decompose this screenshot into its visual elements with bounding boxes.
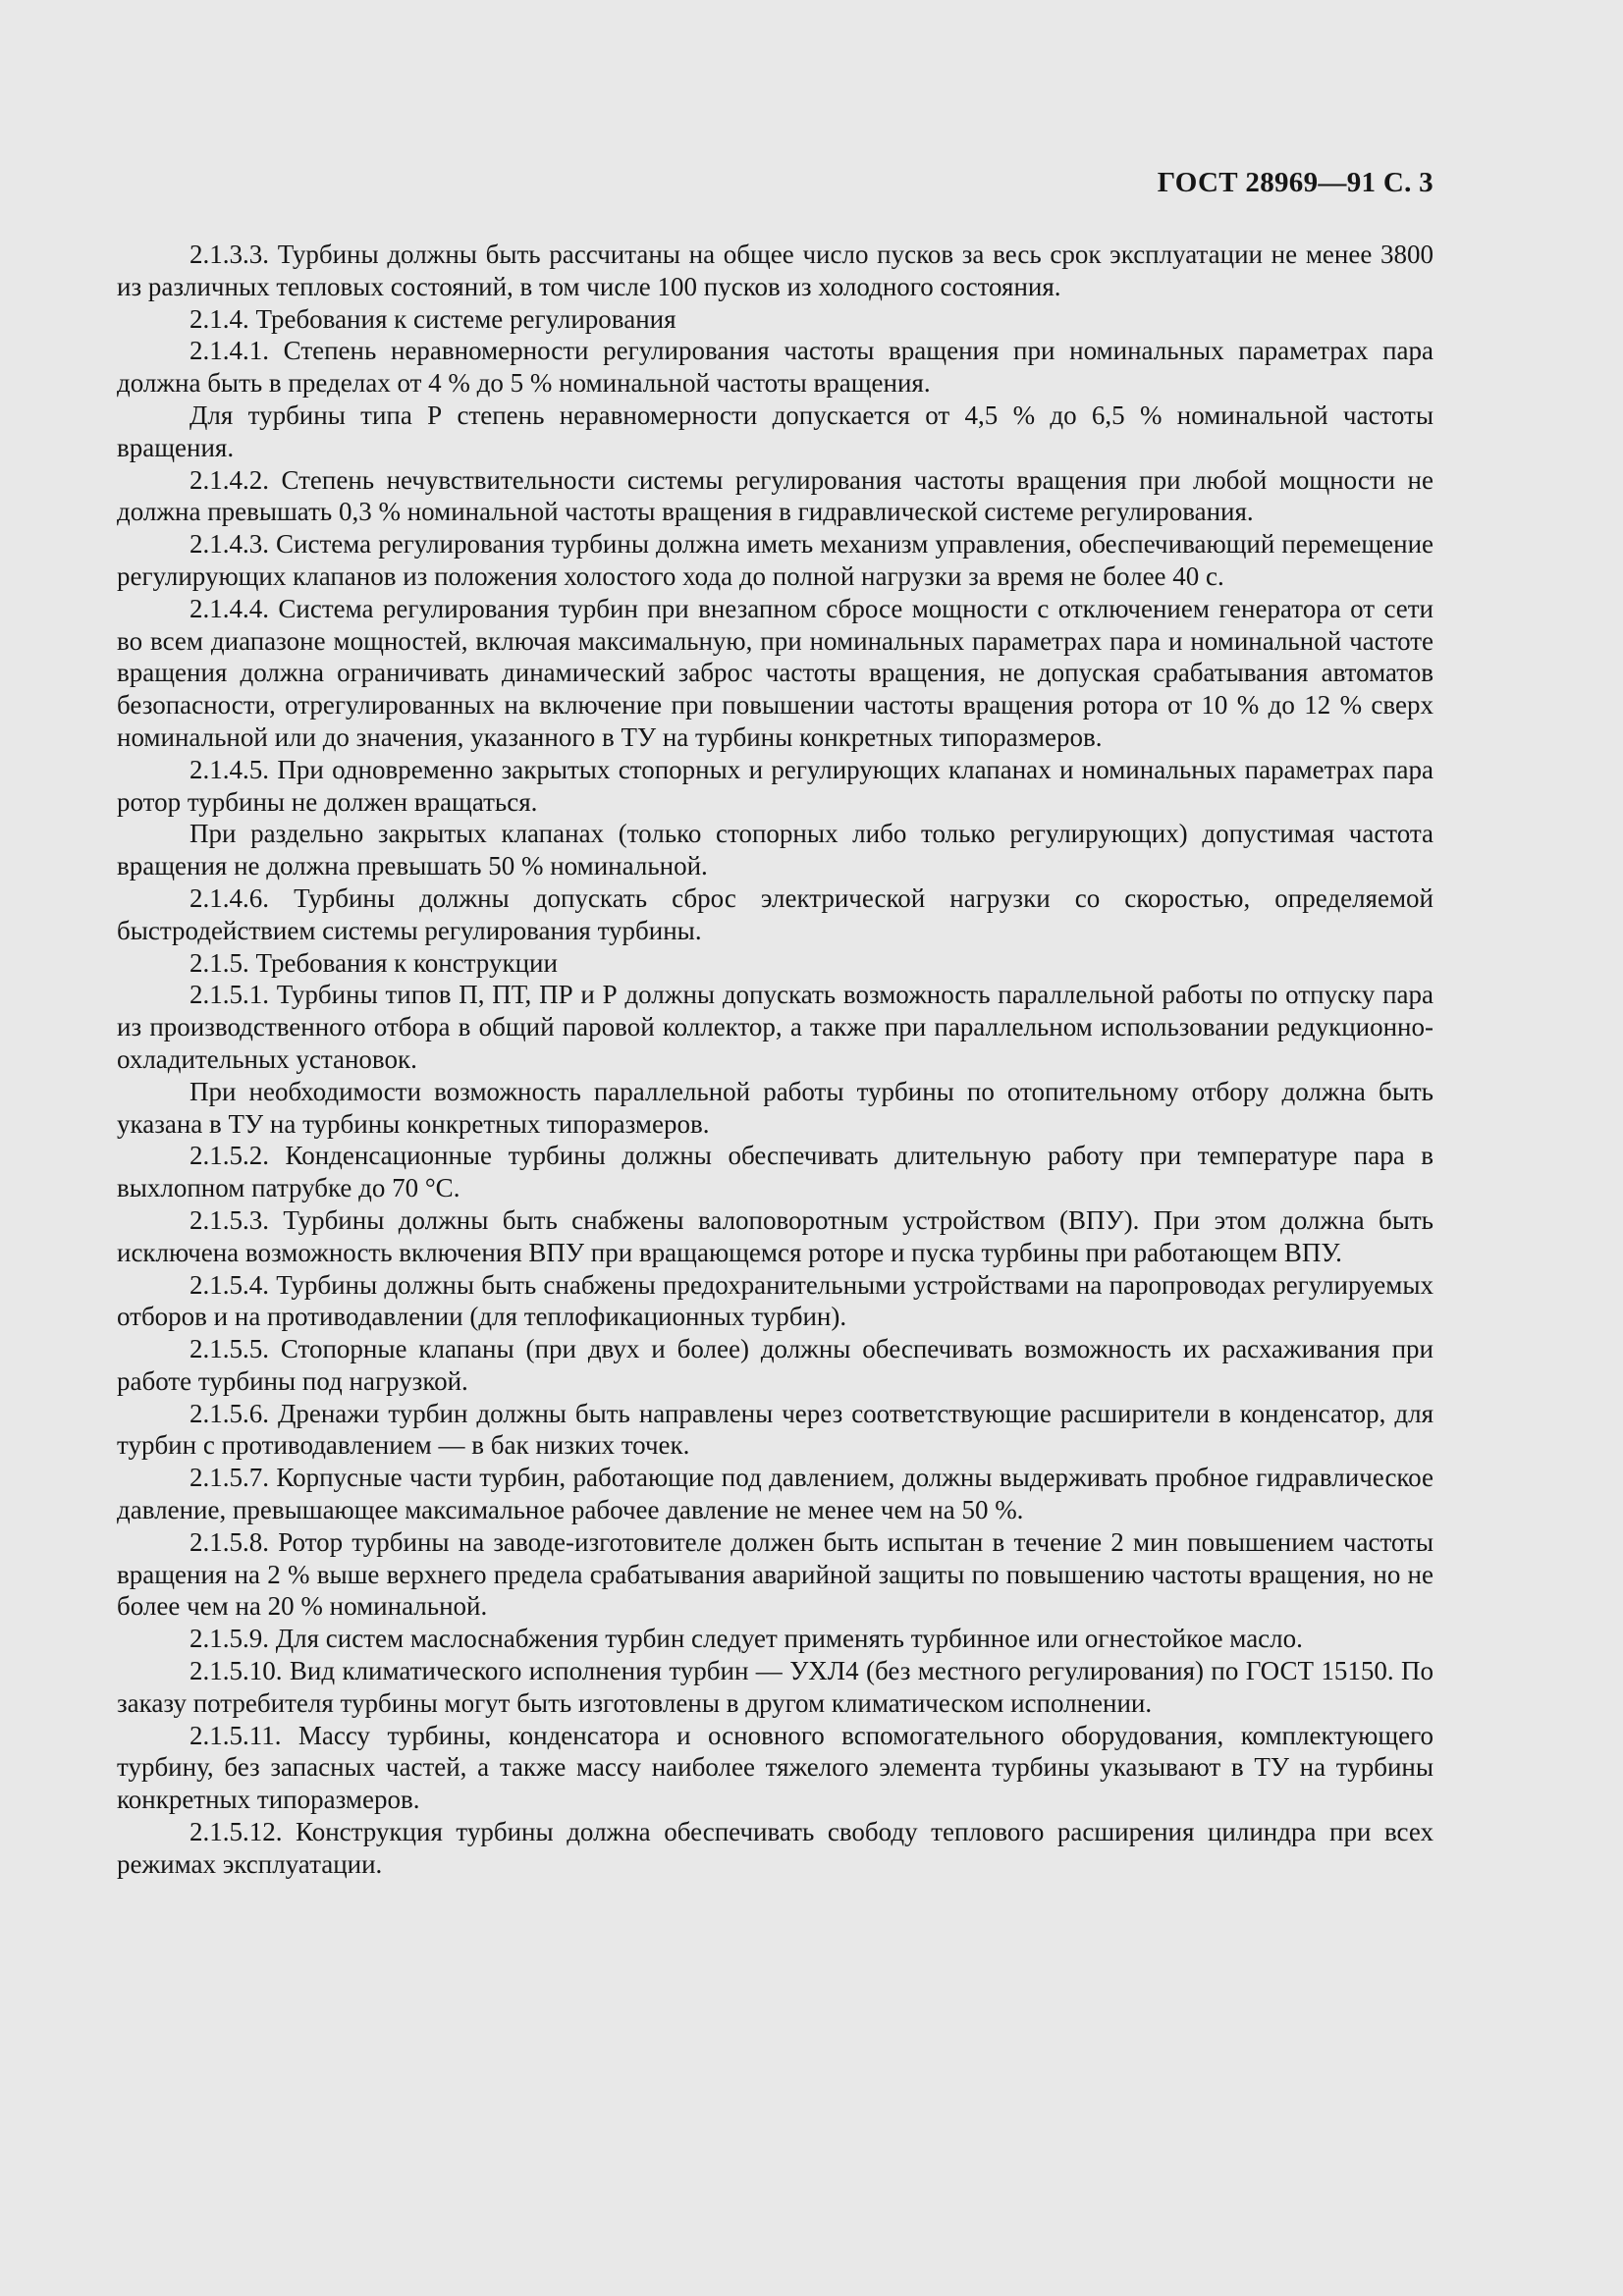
paragraph-2-1-4-6: 2.1.4.6. Турбины должны допускать сброс электрической нагрузки со скоростью, определяемой быстродействием системы регулирования турбины. — [117, 882, 1434, 945]
paragraph-2-1-5-6: 2.1.5.6. Дренажи турбин должны быть направлены через соответствующие расширители в конденсатор, для турбин с противодавлением — в бак низких точек. — [117, 1398, 1434, 1461]
page-header: ГОСТ 28969—91 С. 3 — [1157, 167, 1434, 198]
document-body — [117, 239, 1434, 1881]
paragraph-2-1-5-8: 2.1.5.8. Ротор турбины на заводе-изготовителе должен быть испытан в течение 2 мин повышением частоты вращения на 2 % выше верхнего предела срабатывания аварийной защиты по повышению частоты вращения, но не более чем на 20 % номинальной. — [117, 1526, 1434, 1622]
paragraph-2-1-4-4: 2.1.4.4. Система регулирования турбин при внезапном сбросе мощности с отключением генератора от сети во всем диапазоне мощностей, включая максимальную, при номинальных параметрах пара и номинальной частоте вращения должна ограничивать динамический заброс частоты вращения, не допуская срабатывания автоматов безопасности, отрегулированных на включение при повышении частоты вращения ротора от 10 % до 12 % сверх номинальной или до значения, указанного в ТУ на турбины конкретных типоразмеров. — [117, 593, 1434, 752]
paragraph-2-1-5-12: 2.1.5.12. Конструкция турбины должна обеспечивать свободу теплового расширения цилиндра при всех режимах эксплуатации. — [117, 1817, 1434, 1879]
paragraph-type-r: Для турбины типа Р степень неравномерности допускается от 4,5 % до 6,5 % номинальной частоты вращения. — [117, 400, 1434, 462]
paragraph-2-1-5-5: 2.1.5.5. Стопорные клапаны (при двух и более) должны обеспечивать возможность их расхаживания при работе турбины под нагрузкой. — [117, 1334, 1434, 1396]
paragraph-2-1-3-3: 2.1.3.3. Турбины должны быть рассчитаны на общее число пусков за весь срок эксплуатации не менее 3800 из различных тепловых состояний, в том числе 100 пусков из холодного состояния. — [117, 240, 1434, 301]
paragraph-2-1-4-3: 2.1.4.3. Система регулирования турбины должна иметь механизм управления, обеспечивающий перемещение регулирующих клапанов из положения холостого хода до полной нагрузки за время не более 40 с. — [117, 529, 1434, 591]
paragraph-2-1-5-9: 2.1.5.9. Для систем маслоснабжения турбин следует применять турбинное или огнестойкое масло. — [189, 1624, 1303, 1654]
section-heading-2-1-4: 2.1.4. Требования к системе регулирования — [189, 303, 676, 334]
paragraph-2-1-5-10: 2.1.5.10. Вид климатического исполнения турбин — УХЛ4 (без местного регулирования) по ГОСТ 15150. По заказу потребителя турбины могут быть изготовлены в другом климатическом исполнении. — [117, 1656, 1434, 1718]
section-heading-2-1-5: 2.1.5. Требования к конструкции — [189, 947, 558, 978]
paragraph-2-1-4-2: 2.1.4.2. Степень нечувствительности системы регулирования частоты вращения при любой мощности не должна превышать 0,3 % номинальной частоты вращения в гидравлической системе регулирования. — [117, 464, 1434, 527]
paragraph-2-1-5-4: 2.1.5.4. Турбины должны быть снабжены предохранительными устройствами на паропроводах регулируемых отборов и на противодавлении (для теплофикационных турбин). — [117, 1269, 1434, 1332]
paragraph-2-1-4-1: 2.1.4.1. Степень неравномерности регулирования частоты вращения при номинальных параметрах пара должна быть в пределах от 4 % до 5 % номинальной частоты вращения. — [117, 336, 1434, 399]
paragraph-heating-extraction: При необходимости возможность параллельной работы турбины по отопительному отбору должна быть указана в ТУ на турбины конкретных типоразмеров. — [117, 1076, 1434, 1139]
paragraph-separate-valves: При раздельно закрытых клапанах (только стопорных либо только регулирующих) допустимая частота вращения не должна превышать 50 % номинальной. — [117, 819, 1434, 881]
paragraph-2-1-4-5: 2.1.4.5. При одновременно закрытых стопорных и регулирующих клапанах и номинальных параметрах пара ротор турбины не должен вращаться. — [117, 754, 1434, 817]
paragraph-2-1-5-1: 2.1.5.1. Турбины типов П, ПТ, ПР и Р должны допускать возможность параллельной работы по отпуску пара из производственного отбора в общий паровой коллектор, а также при параллельном использовании редукционно-охладительных установок. — [117, 980, 1434, 1074]
paragraph-2-1-5-11: 2.1.5.11. Массу турбины, конденсатора и основного вспомогательного оборудования, комплектующего турбину, без запасных частей, а также массу наиболее тяжелого элемента турбины указывают в ТУ на турбины конкретных типоразмеров. — [117, 1720, 1434, 1815]
paragraph-2-1-5-3: 2.1.5.3. Турбины должны быть снабжены валоповоротным устройством (ВПУ). При этом должна быть исключена возможность включения ВПУ при вращающемся роторе и пуска турбины при работающем ВПУ. — [117, 1204, 1434, 1267]
paragraph-2-1-5-7: 2.1.5.7. Корпусные части турбин, работающие под давлением, должны выдерживать пробное гидравлическое давление, превышающее максимальное рабочее давление не менее чем на 50 %. — [117, 1463, 1434, 1525]
paragraph-2-1-5-2: 2.1.5.2. Конденсационные турбины должны обеспечивать длительную работу при температуре пара в выхлопном патрубке до 70 °С. — [117, 1141, 1434, 1203]
